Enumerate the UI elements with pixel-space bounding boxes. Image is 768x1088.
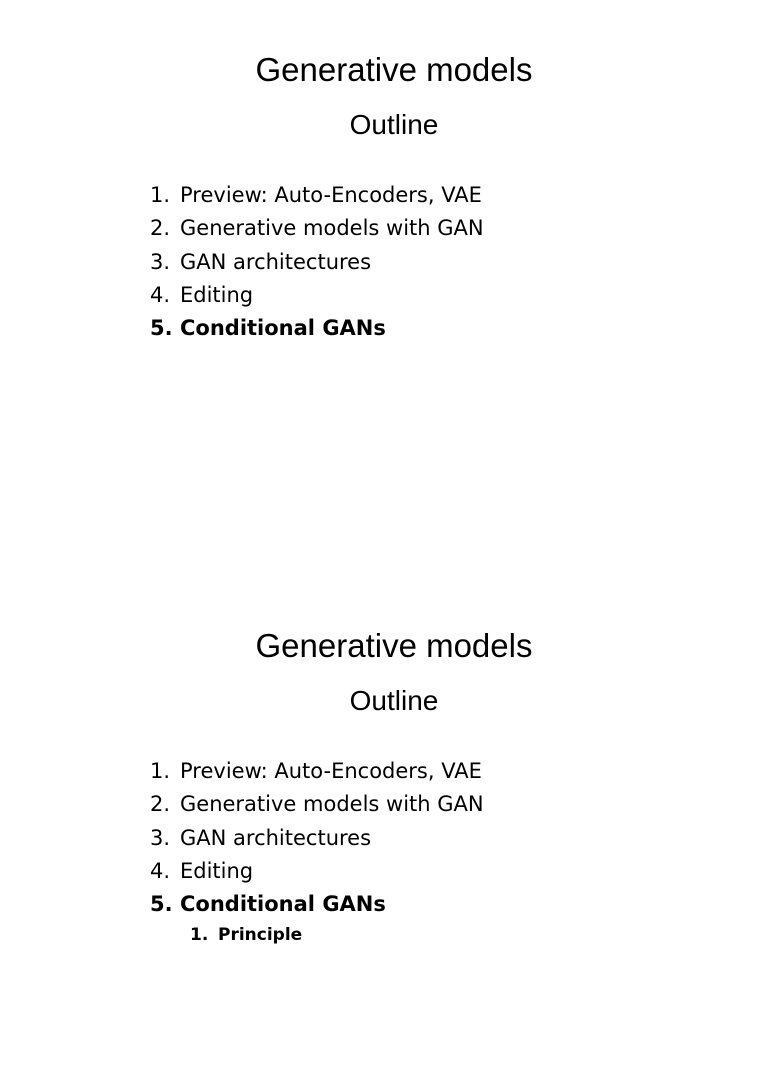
slide-title: Generative models — [255, 51, 533, 88]
outline-item-number: 5. — [150, 892, 173, 917]
outline-item-number: 3. — [150, 249, 171, 274]
outline-item — [150, 179, 484, 212]
outline-item-number: 2. — [150, 792, 171, 817]
outline-item-label: Editing — [180, 282, 254, 307]
outline-item-label: Editing — [180, 858, 254, 883]
slide-2 — [0, 576, 768, 1088]
outline-item-number: 3. — [150, 825, 171, 850]
outline-item-label: GAN architectures — [180, 825, 372, 850]
outline-item — [150, 279, 484, 312]
outline-item — [150, 212, 484, 245]
outline-item — [150, 755, 484, 788]
sub-outline-item-label: Principle — [218, 925, 303, 945]
outline-item-label: Conditional GANs — [180, 892, 386, 917]
outline-item-label: Generative models with GAN — [180, 792, 484, 817]
slide-title: Generative models — [255, 627, 533, 664]
outline-list — [150, 179, 484, 345]
outline-item-number: 4. — [150, 858, 171, 883]
outline-item-label: Generative models with GAN — [180, 216, 484, 241]
sub-outline-item — [190, 922, 302, 948]
outline-item-current — [150, 888, 484, 921]
outline-item-current — [150, 312, 484, 345]
slide-1 — [0, 0, 768, 512]
outline-item-number: 1. — [150, 183, 171, 207]
slide-subtitle: Outline — [349, 109, 439, 140]
outline-item — [150, 855, 484, 888]
outline-list — [150, 755, 484, 921]
outline-item — [150, 788, 484, 821]
sub-outline-item-number: 1. — [190, 925, 209, 945]
sub-outline-list — [190, 922, 302, 948]
outline-item-number: 2. — [150, 216, 171, 241]
outline-item — [150, 822, 484, 855]
outline-item-number: 1. — [150, 759, 171, 783]
outline-item-number: 4. — [150, 282, 171, 307]
outline-item — [150, 246, 484, 279]
outline-item-label: Preview: Auto-Encoders, VAE — [180, 183, 482, 207]
outline-item-label: Preview: Auto-Encoders, VAE — [180, 759, 482, 783]
slide-subtitle: Outline — [349, 685, 439, 716]
outline-item-number: 5. — [150, 316, 173, 341]
outline-item-label: GAN architectures — [180, 249, 372, 274]
outline-item-label: Conditional GANs — [180, 316, 386, 341]
